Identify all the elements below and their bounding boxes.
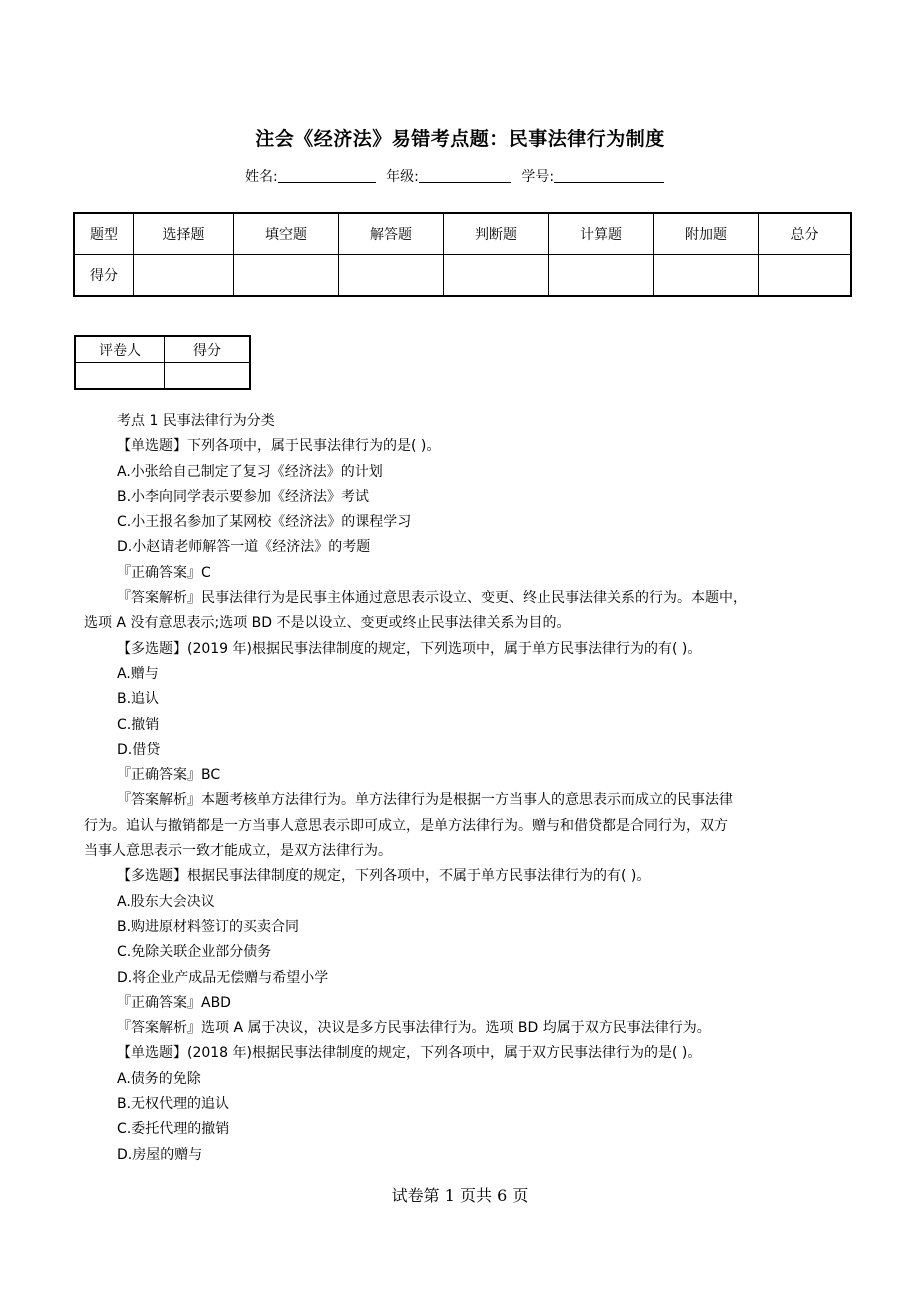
option: C.委托代理的撤销 — [117, 1121, 230, 1138]
option: A.债务的免除 — [117, 1070, 201, 1087]
correct-answer: 『正确答案』BC — [117, 767, 221, 784]
answer-analysis: 行为。追认与撤销都是一方当事人意思表示即可成立，是单方法律行为。赠与和借贷都是合同行为，双方 — [84, 817, 728, 834]
score-blank-cell — [234, 255, 339, 297]
option: D.将企业产成品无偿赠与希望小学 — [117, 969, 329, 986]
page-footer: 试卷第 1 页共 6 页 — [391, 1186, 529, 1205]
score-row-label: 得分 — [74, 255, 134, 297]
answer-analysis: 选项 A 没有意思表示;选项 BD 不是以设立、变更或终止民事法律关系为目的。 — [84, 615, 571, 632]
score-table-score-row — [74, 255, 851, 297]
option: A.小张给自己制定了复习《经济法》的计划 — [117, 463, 383, 480]
score-blank-cell — [759, 255, 852, 297]
grader-blank-cell — [165, 363, 251, 390]
question-content — [84, 409, 844, 1168]
student-id-blank — [554, 168, 664, 183]
name-blank — [278, 168, 376, 183]
name-label: 姓名: — [245, 169, 278, 185]
option: A.赠与 — [117, 665, 159, 682]
question-stem: 【单选题】(2018 年)根据民事法律制度的规定，下列各项中，属于双方民事法律行为的是( )。 — [117, 1045, 702, 1062]
option: B.购进原材料签订的买卖合同 — [117, 918, 300, 935]
student-id-label: 学号: — [521, 169, 555, 185]
option: C.撤销 — [117, 716, 160, 733]
score-table — [73, 212, 852, 297]
grade-label: 年级: — [386, 169, 419, 185]
answer-analysis: 『答案解析』民事法律行为是民事主体通过意思表示设立、变更、终止民事法律关系的行为。本题中， — [117, 590, 747, 607]
option: D.房屋的赠与 — [117, 1146, 203, 1163]
grader-table — [74, 335, 251, 390]
option: B.小李向同学表示要参加《经济法》考试 — [117, 488, 370, 505]
score-blank-cell — [549, 255, 654, 297]
answer-analysis: 『答案解析』本题考核单方法律行为。单方法律行为是根据一方当事人的意思表示而成立的民事法律 — [117, 792, 733, 809]
option: D.小赵请老师解答一道《经济法》的考题 — [117, 539, 371, 556]
correct-answer: 『正确答案』ABD — [117, 994, 231, 1011]
grader-table-header-row — [75, 336, 250, 363]
grade-blank — [419, 168, 511, 183]
grader-header-cell: 评卷人 — [75, 336, 165, 363]
option: C.小王报名参加了某网校《经济法》的课程学习 — [117, 514, 412, 531]
grader-blank-cell — [75, 363, 165, 390]
score-blank-cell — [444, 255, 549, 297]
option: B.追认 — [117, 691, 160, 708]
option: D.借贷 — [117, 741, 161, 758]
student-info-line — [245, 166, 664, 186]
question-stem: 【多选题】(2019 年)根据民事法律制度的规定，下列选项中，属于单方民事法律行为的有( )。 — [117, 640, 702, 657]
option: B.无权代理的追认 — [117, 1096, 230, 1113]
question-stem: 【多选题】根据民事法律制度的规定，下列各项中，不属于单方民事法律行为的有( )。 — [117, 868, 651, 885]
option: A.股东大会决议 — [117, 893, 215, 910]
score-table-cell: 判断题 — [444, 213, 549, 255]
page-title: 注会《经济法》易错考点题：民事法律行为制度 — [255, 128, 665, 150]
score-blank-cell — [654, 255, 759, 297]
option: C.免除关联企业部分债务 — [117, 944, 272, 961]
score-table-cell: 选择题 — [134, 213, 234, 255]
score-table-cell: 题型 — [74, 213, 134, 255]
score-table-header-row — [74, 213, 851, 255]
answer-analysis: 当事人意思表示一致才能成立，是双方法律行为。 — [84, 843, 392, 860]
section-title: 考点 1 民事法律行为分类 — [117, 413, 275, 429]
score-table-cell: 解答题 — [339, 213, 444, 255]
score-blank-cell — [134, 255, 234, 297]
answer-analysis: 『答案解析』选项 A 属于决议，决议是多方民事法律行为。选项 BD 均属于双方民事法律行为。 — [117, 1020, 711, 1037]
score-table-cell: 计算题 — [549, 213, 654, 255]
question-stem: 【单选题】下列各项中，属于民事法律行为的是( )。 — [117, 438, 441, 455]
score-blank-cell — [339, 255, 444, 297]
correct-answer: 『正确答案』C — [117, 564, 211, 581]
grader-table-blank-row — [75, 363, 250, 390]
score-table-cell: 总分 — [759, 213, 852, 255]
grader-header-cell: 得分 — [165, 336, 251, 363]
score-table-cell: 附加题 — [654, 213, 759, 255]
score-table-cell: 填空题 — [234, 213, 339, 255]
